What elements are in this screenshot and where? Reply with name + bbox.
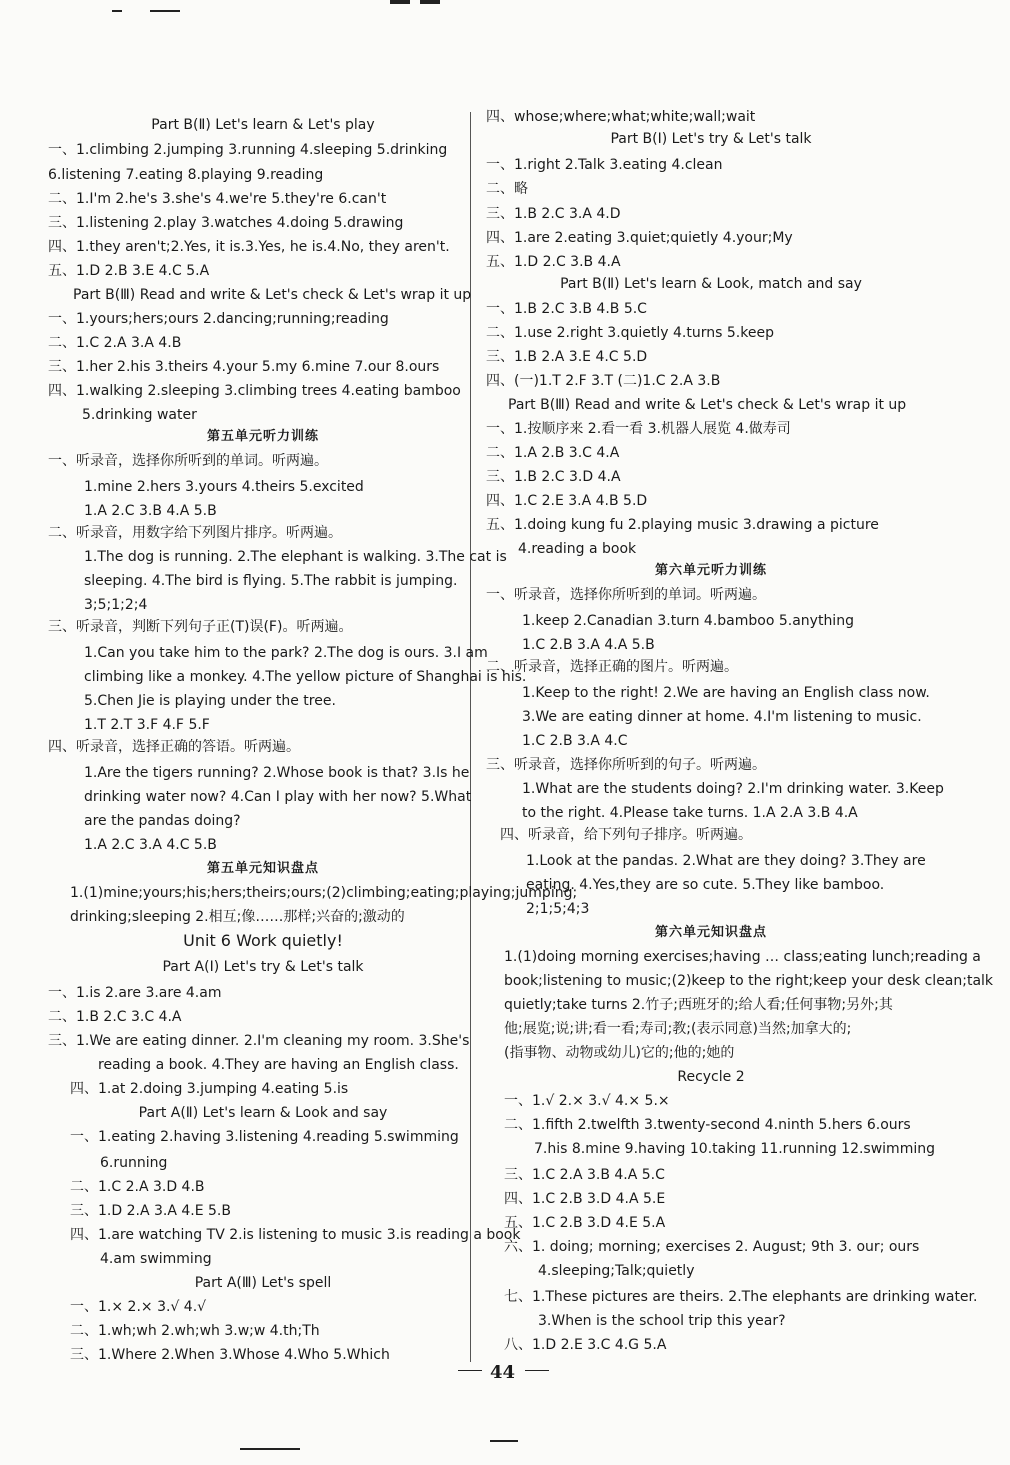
answer-line: 1.C 2.B 3.A 4.C — [522, 733, 628, 749]
part-title: Part A(Ⅲ) Let's spell — [194, 1275, 332, 1291]
answer-line: 1.keep 2.Canadian 3.turn 4.bamboo 5.anything — [522, 613, 854, 629]
answer-line: reading a book. 4.They are having an English class. — [98, 1057, 459, 1073]
answer-line: 3.We are eating dinner at home. 4.I'm listening to music. — [522, 709, 922, 725]
answer-line: 一、1.eating 2.having 3.listening 4.reading 5.swimming — [70, 1129, 459, 1145]
answer-line: 四、听录音，选择正确的答语。听两遍。 — [48, 739, 300, 755]
scan-mark — [112, 10, 122, 12]
answer-line: 四、1.walking 2.sleeping 3.climbing trees 4.eating bamboo — [48, 383, 461, 399]
scan-mark — [490, 1440, 518, 1442]
answer-line: sleeping. 4.The bird is flying. 5.The rabbit is jumping. — [84, 573, 458, 589]
part-title: Part B(Ⅱ) Let's learn & Look, match and say — [560, 276, 862, 292]
answer-line: 三、1.D 2.A 3.A 4.E 5.B — [70, 1203, 231, 1219]
answer-line: Part B(Ⅲ) Read and write & Let's check & Let's wrap it up — [73, 287, 472, 303]
answer-line: 1.A 2.C 3.B 4.A 5.B — [84, 503, 217, 519]
answer-line: 四、whose;where;what;white;wall;wait — [486, 109, 756, 125]
answer-line: 一、1.climbing 2.jumping 3.running 4.sleeping 5.drinking — [48, 142, 448, 158]
answer-line: 1.Can you take him to the park? 2.The dog is ours. 3.I am — [84, 645, 488, 661]
answer-line: 四、1.at 2.doing 3.jumping 4.eating 5.is — [70, 1081, 349, 1097]
answer-line: 4.reading a book — [518, 541, 637, 557]
answer-line: 二、1.I'm 2.he's 3.she's 4.we're 5.they're 6.can't — [48, 191, 387, 207]
answer-line: 二、略 — [486, 181, 528, 197]
answer-line: drinking water now? 4.Can I play with her now? 5.What — [84, 789, 472, 805]
answer-line: 二、1.B 2.C 3.C 4.A — [48, 1009, 182, 1025]
answer-line: (指事物、动物或幼儿)它的;他的;她的 — [504, 1045, 735, 1061]
answer-line: 1.C 2.B 3.A 4.A 5.B — [522, 637, 655, 653]
answer-line: 四、1.are watching TV 2.is listening to music 3.is reading a book — [70, 1227, 521, 1243]
answer-line: 5.Chen Jie is playing under the tree. — [84, 693, 336, 709]
answer-line: 三、1.We are eating dinner. 2.I'm cleaning my room. 3.She's — [48, 1033, 470, 1049]
answer-line: 三、1.C 2.A 3.B 4.A 5.C — [504, 1167, 665, 1183]
scan-mark — [458, 1370, 482, 1371]
answer-line: 1.mine 2.hers 3.yours 4.theirs 5.excited — [84, 479, 364, 495]
scan-mark — [240, 1448, 300, 1450]
answer-line: 一、1.按顺序来 2.看一看 3.机器人展览 4.做寿司 — [486, 421, 791, 437]
answer-line: 五、1.D 2.B 3.E 4.C 5.A — [48, 263, 210, 279]
answer-line: are the pandas doing? — [84, 813, 241, 829]
answer-line: drinking;sleeping 2.相互;像……那样;兴奋的;激动的 — [70, 909, 405, 925]
answer-line: 七、1.These pictures are theirs. 2.The elephants are drinking water. — [504, 1289, 978, 1305]
answer-line: 四、1.are 2.eating 3.quiet;quietly 4.your;My — [486, 230, 793, 246]
answer-line: 三、1.B 2.C 3.D 4.A — [486, 469, 621, 485]
answer-line: climbing like a monkey. 4.The yellow picture of Shanghai is his. — [84, 669, 527, 685]
answer-line: 一、1.right 2.Talk 3.eating 4.clean — [486, 157, 723, 173]
answer-line: 1.Are the tigers running? 2.Whose book is that? 3.Is he — [84, 765, 470, 781]
answer-line: 1.Keep to the right! 2.We are having an English class now. — [522, 685, 930, 701]
answer-line: 1.The dog is running. 2.The elephant is walking. 3.The cat is — [84, 549, 507, 565]
answer-line: 五、1.D 2.C 3.B 4.A — [486, 254, 621, 270]
answer-line: 1.A 2.C 3.A 4.C 5.B — [84, 837, 217, 853]
scan-mark — [150, 10, 180, 12]
page-number: 44 — [490, 1362, 516, 1383]
part-title: Part A(Ⅱ) Let's learn & Look and say — [138, 1105, 388, 1121]
answer-line: 一、1.is 2.are 3.are 4.am — [48, 985, 222, 1001]
answer-line: book;listening to music;(2)keep to the right;keep your desk clean;talk — [504, 973, 994, 989]
answer-line: 3;5;1;2;4 — [84, 597, 148, 613]
section-heading: 第六单元听力训练 — [654, 563, 767, 578]
scan-mark — [420, 0, 440, 4]
part-title: Part B(Ⅰ) Let's try & Let's talk — [610, 131, 812, 147]
answer-line: 3.When is the school trip this year? — [538, 1313, 786, 1329]
answer-line: 六、1. doing; morning; exercises 2. August; 9th 3. our; ours — [504, 1239, 920, 1255]
answer-line: 1.Look at the pandas. 2.What are they doing? 3.They are — [526, 853, 926, 869]
scan-mark — [390, 0, 410, 4]
answer-line: 1.(1)doing morning exercises;having … class;eating lunch;reading a — [504, 949, 981, 965]
answer-line: 他;展览;说;讲;看一看;寿司;教;(表示同意)当然;加拿大的; — [504, 1021, 852, 1037]
answer-line: 四、1.they aren't;2.Yes, it is.3.Yes, he is.4.No, they aren't. — [48, 239, 450, 255]
section-heading: 第六单元知识盘点 — [654, 925, 767, 940]
answer-line: 二、1.C 2.A 3.A 4.B — [48, 335, 182, 351]
answer-line: 1.(1)mine;yours;his;hers;theirs;ours;(2)climbing;eating;playing;jumping; — [70, 885, 578, 901]
unit-title: Unit 6 Work quietly! — [183, 931, 343, 950]
answer-line: 三、1.listening 2.play 3.watches 4.doing 5.drawing — [48, 215, 404, 231]
section-heading: 第五单元知识盘点 — [206, 861, 319, 876]
answer-line: 4.am swimming — [100, 1251, 212, 1267]
answer-line: 四、1.C 2.E 3.A 4.B 5.D — [486, 493, 648, 509]
answer-line: eating. 4.Yes,they are so cute. 5.They like bamboo. — [526, 877, 885, 893]
answer-line: 2;1;5;4;3 — [526, 901, 590, 917]
answer-line: 4.sleeping;Talk;quietly — [538, 1263, 695, 1279]
answer-line: quietly;take turns 2.竹子;西班牙的;给人看;任何事物;另外;其 — [504, 997, 893, 1013]
answer-line: 7.his 8.mine 9.having 10.taking 11.running 12.swimming — [534, 1141, 935, 1157]
answer-line: 三、1.Where 2.When 3.Whose 4.Who 5.Which — [70, 1347, 390, 1363]
answer-line: 二、听录音，用数字给下列图片排序。听两遍。 — [48, 525, 342, 541]
answer-line: 三、听录音，选择你所听到的句子。听两遍。 — [486, 757, 766, 773]
answer-line: to the right. 4.Please take turns. 1.A 2.A 3.B 4.A — [522, 805, 858, 821]
answer-line: 五、1.C 2.B 3.D 4.E 5.A — [504, 1215, 666, 1231]
answer-line: 三、1.B 2.C 3.A 4.D — [486, 206, 621, 222]
answer-line: 二、1.fifth 2.twelfth 3.twenty-second 4.ninth 5.hers 6.ours — [504, 1117, 911, 1133]
answer-line: 1.T 2.T 3.F 4.F 5.F — [84, 717, 210, 733]
answer-line: 四、1.C 2.B 3.D 4.A 5.E — [504, 1191, 666, 1207]
answer-line: 五、1.doing kung fu 2.playing music 3.drawing a picture — [486, 517, 879, 533]
answer-line: 二、1.use 2.right 3.quietly 4.turns 5.keep — [486, 325, 774, 341]
answer-line: 一、1.× 2.× 3.√ 4.√ — [70, 1299, 207, 1315]
answer-line: 八、1.D 2.E 3.C 4.G 5.A — [504, 1337, 667, 1353]
answer-line: 一、听录音，选择你所听到的单词。听两遍。 — [48, 453, 328, 469]
part-title: Recycle 2 — [677, 1069, 745, 1085]
answer-line: 一、1.yours;hers;ours 2.dancing;running;reading — [48, 311, 389, 327]
answer-line: 二、1.A 2.B 3.C 4.A — [486, 445, 620, 461]
answer-line: 二、1.C 2.A 3.D 4.B — [70, 1179, 205, 1195]
answer-line: 二、1.wh;wh 2.wh;wh 3.w;w 4.th;Th — [70, 1323, 320, 1339]
answer-line: 5.drinking water — [82, 407, 197, 423]
answer-line: 6.running — [100, 1155, 168, 1171]
section-heading: 第五单元听力训练 — [206, 429, 319, 444]
answer-line: 三、1.B 2.A 3.E 4.C 5.D — [486, 349, 648, 365]
answer-line: 四、听录音，给下列句子排序。听两遍。 — [500, 827, 752, 843]
answer-line: 四、(一)1.T 2.F 3.T (二)1.C 2.A 3.B — [486, 373, 721, 389]
part-title: Part A(Ⅰ) Let's try & Let's talk — [162, 959, 364, 975]
answer-line: 1.What are the students doing? 2.I'm drinking water. 3.Keep — [522, 781, 944, 797]
answer-line: 一、听录音，选择你所听到的单词。听两遍。 — [486, 587, 766, 603]
answer-line: 一、1.√ 2.× 3.√ 4.× 5.× — [504, 1093, 670, 1109]
answer-line: 二、听录音，选择正确的图片。听两遍。 — [486, 659, 738, 675]
scan-mark — [525, 1370, 549, 1371]
answer-line: 三、1.her 2.his 3.theirs 4.your 5.my 6.mine 7.our 8.ours — [48, 359, 440, 375]
answer-line: 一、1.B 2.C 3.B 4.B 5.C — [486, 301, 647, 317]
answer-line: Part B(Ⅲ) Read and write & Let's check & Let's wrap it up — [508, 397, 907, 413]
answer-line: 三、听录音，判断下列句子正(T)误(F)。听两遍。 — [48, 619, 353, 635]
answer-line: 6.listening 7.eating 8.playing 9.reading — [48, 167, 324, 183]
part-title: Part B(Ⅱ) Let's learn & Let's play — [151, 117, 375, 133]
